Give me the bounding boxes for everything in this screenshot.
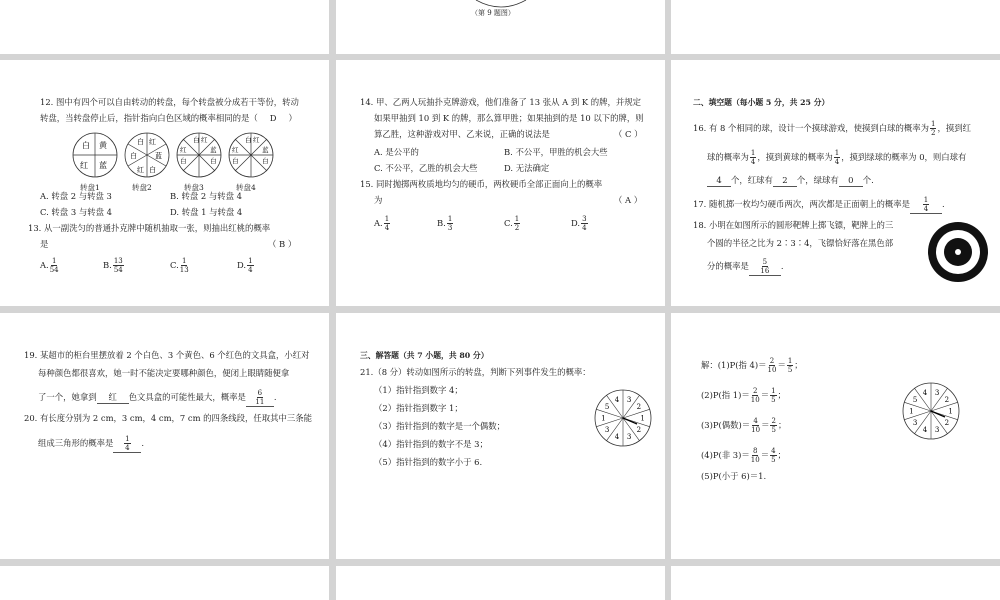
q13-line1: 13. 从一副洗匀的普通扑克牌中随机抽取一张，则抽出红桃的概率 xyxy=(28,223,271,233)
wheel-number: 3 xyxy=(626,395,632,404)
dial1-c3: 红 xyxy=(80,161,88,170)
q13-line2: 是 xyxy=(40,239,49,249)
page-q19-q20 xyxy=(0,313,329,559)
q16-line1: 16. 有 8 个相同的球，设计一个摸球游戏，使摸到白球的概率为 $\frac{1}{2}$ ，摸到红 xyxy=(693,120,971,137)
wheel-number: 1 xyxy=(948,407,953,416)
q16-answer-white: 4 xyxy=(707,175,731,187)
q21-item4: （4）指针指到的数字不是 3； xyxy=(374,439,488,449)
q21-item3: （3）指针指到的数字是一个偶数； xyxy=(374,421,505,431)
q13-option-c: C. $\frac{1}{13}$ xyxy=(170,257,189,274)
wheel-number: 1 xyxy=(909,407,914,416)
q12-answer: D xyxy=(269,113,277,123)
q19-answer-color: 红 xyxy=(97,392,129,404)
q14-option-c: C. 不公平，乙胜的机会大些 xyxy=(374,163,478,173)
q15-answer: （ A ） xyxy=(614,195,643,205)
q14-option-b: B. 不公平，甲胜的机会大些 xyxy=(504,147,608,157)
page-bottom-left xyxy=(0,566,329,600)
wheel-number: 3 xyxy=(934,426,940,435)
svg-text:蓝: 蓝 xyxy=(262,146,269,154)
svg-text:蓝: 蓝 xyxy=(155,152,162,160)
figure-caption: （第 9 题图） xyxy=(471,9,515,17)
wheel-number: 5 xyxy=(912,395,918,404)
dial4-label: 转盘4 xyxy=(236,183,256,192)
q17-line: 17. 随机掷一枚均匀硬币两次，两次都是正面朝上的概率是 $\frac{1}{4}$ . xyxy=(693,196,945,213)
svg-text:白: 白 xyxy=(137,138,144,146)
svg-text:红: 红 xyxy=(201,136,208,144)
dial-2 xyxy=(122,130,172,192)
wheel-number: 4 xyxy=(614,395,620,404)
wheel-number: 3 xyxy=(912,419,918,428)
q12-option-d: D. 转盘 1 与转盘 4 xyxy=(170,207,243,217)
q14-line2: 如果甲抽到 10 到 K 的牌，那么算甲胜；如果抽到的是 10 以下的牌，则 xyxy=(374,113,644,123)
svg-text:白: 白 xyxy=(130,152,137,160)
page-q21 xyxy=(336,313,665,559)
wheel-number: 2 xyxy=(944,419,950,428)
sol-line4: (4)P(非 3)＝ $\frac{8}{10}$ ＝ $\frac{4}{5}$ ； xyxy=(701,447,786,464)
q13-option-a: A. $\frac{1}{54}$ xyxy=(40,257,59,274)
wheel-number: 2 xyxy=(944,395,950,404)
q21-item5: （5）指针指到的数字小于 6. xyxy=(374,457,483,467)
page-bottom-right xyxy=(671,566,1000,600)
q12-line1: 12. 图中有四个可以自由转动的转盘，每个转盘被分成若干等份，转动 xyxy=(40,97,299,107)
sol-line5: (5)P(小于 6)＝1. xyxy=(701,471,767,481)
q19-line3: 了一个，她拿到 红 色文具盒的可能性最大，概率是 $\frac{6}{11}$ . xyxy=(38,389,277,406)
q12-option-c: C. 转盘 3 与转盘 4 xyxy=(40,207,112,217)
target-figure xyxy=(926,220,990,284)
svg-text:白: 白 xyxy=(262,157,269,165)
q13-option-b: B. $\frac{13}{54}$ xyxy=(103,257,123,274)
wheel-number: 4 xyxy=(922,426,928,435)
q18-line3: 分的概率是 $\frac{5}{16}$ . xyxy=(707,258,784,275)
wheel-number: 5 xyxy=(604,402,610,411)
sol-line2: (2)P(指 1)＝ $\frac{2}{10}$ ＝ $\frac{1}{5}$ ； xyxy=(701,387,786,404)
q20-line2: 组成三角形的概率是 $\frac{1}{4}$ . xyxy=(38,435,145,452)
svg-text:红: 红 xyxy=(180,146,187,154)
q20-line1: 20. 有长度分别为 2 cm，3 cm，4 cm，7 cm 的四条线段，任取其中三条能 xyxy=(24,413,313,423)
svg-text:红: 红 xyxy=(137,166,144,174)
q21-line1: 21.（8 分）转动如图所示的转盘，判断下列事件发生的概率： xyxy=(360,367,591,377)
svg-text:红: 红 xyxy=(149,138,156,146)
page-q14-q15 xyxy=(336,60,665,306)
q21-item1: （1）指针指到数字 4； xyxy=(374,385,463,395)
q19-line2: 每种颜色都很喜欢，她一时不能决定要哪种颜色，便闭上眼睛随便拿 xyxy=(38,368,290,378)
svg-text:白: 白 xyxy=(232,157,239,165)
q13-answer: （ B ） xyxy=(268,239,297,249)
q15-line1: 15. 同时抛掷两枚质地均匀的硬币，两枚硬币全部正面向上的概率 xyxy=(360,179,603,189)
dial1-c4: 蓝 xyxy=(99,161,107,170)
q14-answer: （ C ） xyxy=(614,129,643,139)
wheel-number: 1 xyxy=(601,414,606,423)
page-q12-q13 xyxy=(0,60,329,306)
q15-option-b: B. $\frac{1}{3}$ xyxy=(437,215,453,232)
svg-text:白: 白 xyxy=(193,136,200,144)
q14-line3: 算乙胜，这种游戏对甲、乙来说，正确的说法是 xyxy=(374,129,550,139)
q16-line2: 球的概率为 $\frac{1}{4}$ ，摸到黄球的概率为 $\frac{1}{4}$ ，摸到绿球的概率为 0，则白球有 xyxy=(707,149,967,166)
svg-text:白: 白 xyxy=(245,136,252,144)
svg-text:白: 白 xyxy=(180,157,187,165)
q19-line1: 19. 某超市的柜台里摆放着 2 个白色、3 个黄色、6 个红色的文具盒，小红对 xyxy=(24,350,310,360)
dial1-c1: 白 xyxy=(82,141,90,150)
svg-text:蓝: 蓝 xyxy=(210,146,217,154)
q13-option-d: D. $\frac{1}{4}$ xyxy=(237,257,253,274)
dial2-label: 转盘2 xyxy=(132,183,152,192)
svg-text:红: 红 xyxy=(253,136,260,144)
q12-line2: 转盘，当转盘停止后，指针指向白色区域的概率相同的是（ D ） xyxy=(40,113,297,123)
q18-line2: 个圆的半径之比为 2∶3∶4，飞镖恰好落在黑色部 xyxy=(707,238,894,248)
fill-header: 二、填空题（每小题 5 分，共 25 分） xyxy=(693,98,830,107)
dial3-label: 转盘3 xyxy=(184,183,204,192)
q16-line3: 4 个，红球有 2 个，绿球有 0 个. xyxy=(707,175,874,187)
q12-option-b: B. 转盘 2 与转盘 4 xyxy=(170,191,242,201)
page-top-left xyxy=(0,0,329,54)
solution-wheel xyxy=(899,379,963,443)
wheel-number: 1 xyxy=(640,414,645,423)
q16-answer-green: 0 xyxy=(839,175,863,187)
wheel-number: 3 xyxy=(626,433,632,442)
q15-line2: 为 xyxy=(374,195,383,205)
q15-option-c: C. $\frac{1}{2}$ xyxy=(504,215,520,232)
wheel-number: 2 xyxy=(636,402,642,411)
q21-wheel xyxy=(591,386,655,450)
q21-item2: （2）指针指到数字 1； xyxy=(374,403,463,413)
sol-line1: 解：(1)P(指 4)＝ $\frac{2}{10}$ ＝ $\frac{1}{5}$ ； xyxy=(701,357,803,374)
wheel-number: 3 xyxy=(934,388,940,397)
q14-option-d: D. 无法确定 xyxy=(504,163,550,173)
dial1-c2: 黄 xyxy=(99,141,107,150)
dial1-label: 转盘1 xyxy=(80,183,100,192)
q14-option-a: A. 是公平的 xyxy=(374,147,419,157)
q18-line1: 18. 小明在如图所示的圆形靶牌上掷飞镖，靶牌上的三 xyxy=(693,220,894,230)
wheel-number: 3 xyxy=(604,426,610,435)
q12-option-a: A. 转盘 2 与转盘 3 xyxy=(40,191,112,201)
page-solution xyxy=(671,313,1000,559)
svg-text:红: 红 xyxy=(232,146,239,154)
q21-section-header: 三、解答题（共 7 小题，共 80 分） xyxy=(360,351,489,360)
dial-4 xyxy=(226,130,276,192)
q16-answer-red: 2 xyxy=(773,175,797,187)
page-top-right xyxy=(671,0,1000,54)
wheel-number: 2 xyxy=(636,426,642,435)
dial-3 xyxy=(174,130,224,192)
q14-line1: 14. 甲、乙两人玩抽扑克牌游戏，他们准备了 13 张从 A 到 K 的牌，并规定 xyxy=(360,97,642,107)
page-top-middle xyxy=(336,0,665,54)
page-bottom-middle xyxy=(336,566,665,600)
sol-line3: (3)P(偶数)＝ $\frac{4}{10}$ ＝ $\frac{2}{5}$ ； xyxy=(701,417,787,434)
svg-text:白: 白 xyxy=(149,166,156,174)
dial-1 xyxy=(70,130,120,192)
q15-option-a: A. $\frac{1}{4}$ xyxy=(374,215,390,232)
page-fill-in xyxy=(671,60,1000,306)
wheel-number: 4 xyxy=(614,433,620,442)
q15-option-d: D. $\frac{3}{4}$ xyxy=(571,215,587,232)
wheel-number: 4 xyxy=(922,388,928,397)
svg-text:白: 白 xyxy=(210,157,217,165)
